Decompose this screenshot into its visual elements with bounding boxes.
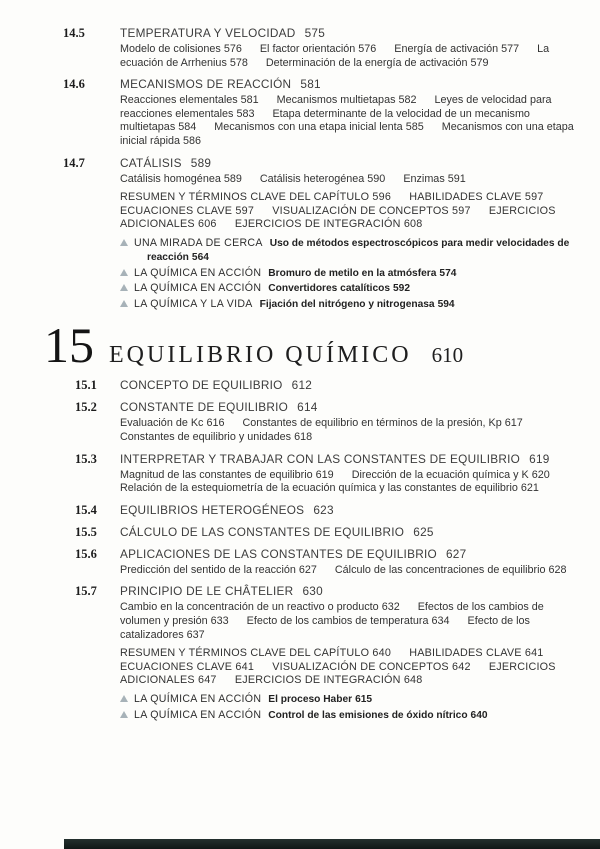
- entry-page-number: 621: [520, 482, 539, 495]
- entry-page-number: 606: [198, 218, 217, 231]
- feature-kind-label: LA QUÍMICA Y LA VIDA: [134, 298, 253, 311]
- toc-entry: [120, 94, 259, 106]
- toc-section: [63, 156, 584, 312]
- feature-kind-label: LA QUÍMICA EN ACCIÓN: [134, 282, 262, 295]
- entry-page-number: 578: [229, 56, 248, 69]
- toc-section: [63, 26, 584, 70]
- section-title: [120, 26, 325, 41]
- feature-list: [120, 693, 584, 723]
- toc-entry: [120, 417, 224, 429]
- entry-label: RESUMEN Y TÉRMINOS CLAVE DEL CAPÍTULO: [120, 647, 370, 660]
- entry-label: VISUALIZACIÓN DE CONCEPTOS: [272, 660, 449, 673]
- feature-title: Convertidores catalíticos: [268, 283, 391, 295]
- entry-label: Modelo de colisiones: [120, 43, 221, 55]
- entry-page-number: 584: [178, 121, 197, 134]
- entry-label: Efecto de los cambios de temperatura: [246, 614, 429, 627]
- entry-label: EJERCICIOS ADICIONALES: [120, 660, 556, 687]
- entry-label: Constantes de equilibrio en términos de la presión, Kp: [242, 417, 502, 430]
- section-page-number: 625: [413, 524, 434, 539]
- toc-entry: [335, 564, 567, 576]
- section-number: 14.6: [63, 77, 85, 92]
- section-page-number: 614: [297, 400, 318, 415]
- section-number: 15.7: [75, 584, 97, 599]
- chapter15-sections: [0, 378, 600, 722]
- entry-page-number: 620: [531, 468, 550, 481]
- entry-label: Energía de activación: [394, 43, 499, 55]
- toc-section: [75, 525, 584, 540]
- entry-label: ECUACIONES CLAVE: [120, 660, 233, 673]
- feature-list: [120, 237, 584, 312]
- entry-label: Cálculo de las concentraciones de equilibrio: [334, 563, 546, 576]
- toc-entry: [260, 173, 385, 185]
- entry-label: Catálisis homogénea: [120, 172, 221, 185]
- entry-page-number: 589: [223, 172, 242, 185]
- entry-page-number: 591: [447, 172, 466, 185]
- toc-section: [75, 400, 584, 444]
- entry-page-number: 619: [315, 468, 334, 481]
- feature-page-number: 592: [393, 283, 411, 295]
- entry-label: Catálisis heterogénea: [259, 172, 365, 185]
- section-entries: [120, 469, 584, 496]
- section-title: [120, 156, 211, 171]
- section-entries: [120, 43, 584, 70]
- entry-label: EJERCICIOS ADICIONALES: [120, 204, 556, 231]
- section-heading: [63, 156, 584, 171]
- feature-item: [120, 282, 584, 296]
- entry-label: Dirección de la ecuación química y K: [351, 468, 529, 481]
- feature-kind-label: UNA MIRADA DE CERCA: [134, 236, 263, 249]
- section-page-number: 575: [304, 26, 326, 40]
- entry-label: HABILIDADES CLAVE: [409, 191, 522, 204]
- chapter14-sections: [0, 26, 600, 312]
- entry-label: Predicción del sentido de la reacción: [120, 563, 296, 576]
- entry-label: Mecanismos multietapas: [276, 94, 396, 107]
- feature-page-number: 615: [355, 693, 373, 705]
- entry-page-number: 628: [548, 563, 567, 576]
- feature-triangle-icon: [120, 300, 128, 307]
- section-title-text: APLICACIONES DE LAS CONSTANTES DE EQUILIBRIO: [120, 546, 437, 561]
- toc-section: [75, 378, 584, 393]
- entry-label: Etapa determinante de la velocidad de un mecanismo multietapas: [120, 107, 530, 134]
- entry-label: Magnitud de las constantes de equilibrio: [120, 468, 313, 481]
- toc-entry: [120, 564, 317, 576]
- entry-page-number: 577: [501, 43, 520, 55]
- toc-entry: [120, 43, 242, 55]
- entry-label: Reacciones elementales: [120, 94, 238, 107]
- entry-page-number: 637: [186, 628, 205, 641]
- section-heading: [75, 503, 584, 518]
- entry-label: Constantes de equilibrio y unidades: [120, 431, 292, 444]
- section-end_matter: [120, 191, 584, 232]
- entry-label: Cambio en la concentración de un reactivo o producto: [120, 601, 379, 614]
- section-entries: [120, 417, 584, 444]
- feature-kind-label: LA QUÍMICA EN ACCIÓN: [134, 266, 262, 279]
- entry-page-number: 641: [524, 647, 544, 660]
- feature-triangle-icon: [120, 711, 128, 718]
- section-title: [120, 378, 312, 393]
- section-entries: [120, 564, 584, 578]
- toc-entry: [403, 173, 465, 185]
- toc-entry: [266, 57, 489, 69]
- feature-triangle-icon: [120, 695, 128, 702]
- entry-page-number: 617: [504, 417, 523, 430]
- toc-entry: [409, 191, 543, 203]
- entry-page-number: 632: [381, 601, 400, 614]
- section-number: 15.4: [75, 502, 97, 517]
- chapter15-heading: [44, 316, 584, 373]
- toc-entry: [120, 601, 400, 613]
- feature-item: [120, 237, 584, 265]
- entry-label: HABILIDADES CLAVE: [409, 647, 522, 660]
- section-title-text: EQUILIBRIOS HETEROGÉNEOS: [120, 502, 305, 517]
- entry-page-number: 627: [298, 563, 317, 576]
- section-page-number: 627: [445, 546, 467, 561]
- feature-title: Uso de métodos espectroscópicos para medir velocidades de reacción: [147, 237, 570, 263]
- chapter-page-number: 610: [431, 342, 464, 367]
- toc-entry: [272, 205, 470, 217]
- entry-page-number: 579: [470, 56, 489, 69]
- toc-section: [63, 77, 584, 148]
- feature-title: Fijación del nitrógeno y nitrogenasa: [259, 299, 435, 311]
- toc-section: [75, 452, 584, 496]
- feature-triangle-icon: [120, 269, 128, 276]
- feature-page-number: 574: [439, 267, 457, 279]
- entry-label: Leyes de velocidad para reacciones elementales: [120, 94, 552, 120]
- toc-section: [75, 503, 584, 518]
- entry-page-number: 583: [236, 107, 255, 120]
- entry-page-number: 597: [524, 191, 544, 204]
- entry-label: EJERCICIOS DE INTEGRACIÓN: [234, 674, 401, 687]
- toc-section: [75, 584, 584, 722]
- feature-page-number: 564: [191, 251, 209, 263]
- section-number: 15.6: [75, 546, 97, 561]
- entry-label: La ecuación de Arrhenius: [120, 43, 550, 69]
- feature-item: [120, 693, 584, 707]
- entry-label: El factor orientación: [259, 43, 356, 55]
- entry-label: Mecanismos con una etapa inicial lenta: [214, 121, 403, 134]
- toc-entry: [352, 469, 550, 481]
- section-number: 15.3: [75, 451, 97, 466]
- feature-page-number: 594: [437, 299, 455, 311]
- section-page-number: 581: [300, 77, 321, 92]
- entry-page-number: 648: [403, 674, 423, 687]
- entry-page-number: 633: [210, 614, 229, 627]
- entry-page-number: 647: [198, 674, 217, 687]
- entry-page-number: 581: [240, 94, 259, 107]
- feature-item: [120, 298, 584, 312]
- section-heading: [63, 77, 584, 92]
- chapter-title: EQUILIBRIO QUÍMICO: [109, 341, 412, 368]
- section-number: 14.7: [63, 155, 85, 170]
- section-heading: [75, 378, 584, 393]
- feature-item: [120, 709, 584, 723]
- section-entries: [120, 601, 584, 642]
- section-title: [120, 547, 466, 562]
- entry-label: Mecanismos con una etapa inicial rápida: [120, 121, 574, 147]
- entry-label: RESUMEN Y TÉRMINOS CLAVE DEL CAPÍTULO: [120, 191, 370, 204]
- entry-label: VISUALIZACIÓN DE CONCEPTOS: [272, 204, 449, 217]
- feature-item: [120, 267, 584, 281]
- toc-entry: [235, 674, 423, 686]
- toc-entry: [120, 482, 539, 494]
- bottom-image-strip: [64, 839, 600, 849]
- section-number: 15.5: [75, 524, 97, 539]
- feature-title: Control de las emisiones de óxido nítrico: [268, 709, 468, 721]
- section-title: [120, 452, 550, 467]
- toc-entry: [409, 647, 543, 659]
- section-title-text: CONCEPTO DE EQUILIBRIO: [120, 378, 283, 393]
- section-page-number: 612: [291, 378, 313, 393]
- section-heading: [75, 452, 584, 467]
- toc-entry: [120, 431, 312, 443]
- toc-entry: [120, 469, 334, 481]
- section-title-text: CATÁLISIS: [120, 155, 182, 170]
- section-title-text: CONSTANTE DE EQUILIBRIO: [120, 400, 289, 415]
- section-title: [120, 400, 318, 415]
- toc-entry: [394, 43, 519, 55]
- entry-page-number: 634: [431, 614, 450, 627]
- section-entries: [120, 94, 584, 148]
- entry-page-number: 597: [235, 204, 255, 217]
- section-heading: [75, 400, 584, 415]
- toc-entry: [277, 94, 417, 106]
- section-title: [120, 77, 321, 92]
- toc-entry: [242, 417, 522, 429]
- section-title: [120, 503, 334, 518]
- feature-page-number: 640: [470, 709, 488, 721]
- entry-page-number: 641: [235, 660, 255, 673]
- section-title-text: TEMPERATURA Y VELOCIDAD: [120, 26, 296, 40]
- feature-kind-label: LA QUÍMICA EN ACCIÓN: [134, 708, 262, 721]
- feature-triangle-icon: [120, 239, 128, 246]
- section-heading: [75, 584, 584, 599]
- toc-entry: [235, 218, 423, 230]
- section-title-text: PRINCIPIO DE LE CHÂTELIER: [120, 584, 294, 599]
- entry-page-number: 576: [223, 43, 242, 55]
- feature-kind-label: LA QUÍMICA EN ACCIÓN: [134, 692, 262, 705]
- feature-title: El proceso Haber: [268, 693, 353, 705]
- feature-title: Bromuro de metilo en la atmósfera: [268, 267, 437, 279]
- section-heading: [75, 547, 584, 562]
- entry-label: Enzimas: [403, 172, 445, 185]
- entry-label: Relación de la estequiometría de la ecuación química y las constantes de equilibrio: [120, 482, 518, 495]
- section-heading: [63, 26, 584, 41]
- entry-page-number: 642: [452, 660, 471, 673]
- section-end_matter: [120, 647, 584, 688]
- toc-entry: [247, 615, 450, 627]
- toc-section: [75, 547, 584, 578]
- entry-label: Determinación de la energía de activación: [265, 56, 468, 69]
- entry-page-number: 618: [294, 431, 313, 444]
- section-title-text: MECANISMOS DE REACCIÓN: [120, 77, 292, 92]
- section-heading: [75, 525, 584, 540]
- toc-entry: [260, 43, 376, 55]
- section-page-number: 623: [313, 502, 334, 517]
- entry-page-number: 640: [372, 647, 392, 660]
- entry-page-number: 616: [206, 417, 225, 430]
- section-page-number: 619: [529, 451, 550, 466]
- section-title-text: INTERPRETAR Y TRABAJAR CON LAS CONSTANTES DE EQUILIBRIO: [120, 451, 521, 466]
- chapter-number: 15: [44, 316, 94, 373]
- entry-page-number: 586: [183, 134, 202, 147]
- toc-entry: [120, 661, 254, 673]
- entry-page-number: 597: [452, 204, 471, 217]
- entry-page-number: 608: [403, 218, 423, 231]
- entry-page-number: 596: [372, 191, 392, 204]
- feature-triangle-icon: [120, 284, 128, 291]
- section-number: 15.2: [75, 400, 97, 415]
- section-page-number: 589: [190, 155, 212, 170]
- toc-entry: [120, 173, 242, 185]
- entry-page-number: 576: [358, 43, 377, 55]
- toc-entry: [120, 205, 254, 217]
- toc-entry: [120, 647, 391, 659]
- entry-label: Efectos de los cambios de volumen y presión: [120, 601, 544, 627]
- entry-label: ECUACIONES CLAVE: [120, 204, 233, 217]
- section-title: [120, 525, 434, 540]
- entry-page-number: 590: [367, 172, 386, 185]
- entry-label: Evaluación de Kc: [120, 417, 204, 430]
- section-page-number: 630: [302, 584, 323, 599]
- section-entries: [120, 173, 584, 187]
- entry-page-number: 585: [405, 121, 424, 134]
- section-number: 15.1: [75, 378, 97, 393]
- section-title-text: CÁLCULO DE LAS CONSTANTES DE EQUILIBRIO: [120, 524, 405, 539]
- entry-label: EJERCICIOS DE INTEGRACIÓN: [234, 218, 401, 231]
- toc-entry: [120, 191, 391, 203]
- entry-label: Efecto de los catalizadores: [120, 614, 530, 641]
- section-number: 14.5: [63, 26, 85, 40]
- toc-entry: [214, 121, 423, 133]
- entry-page-number: 582: [398, 94, 417, 107]
- toc-entry: [272, 661, 470, 673]
- section-title: [120, 584, 323, 599]
